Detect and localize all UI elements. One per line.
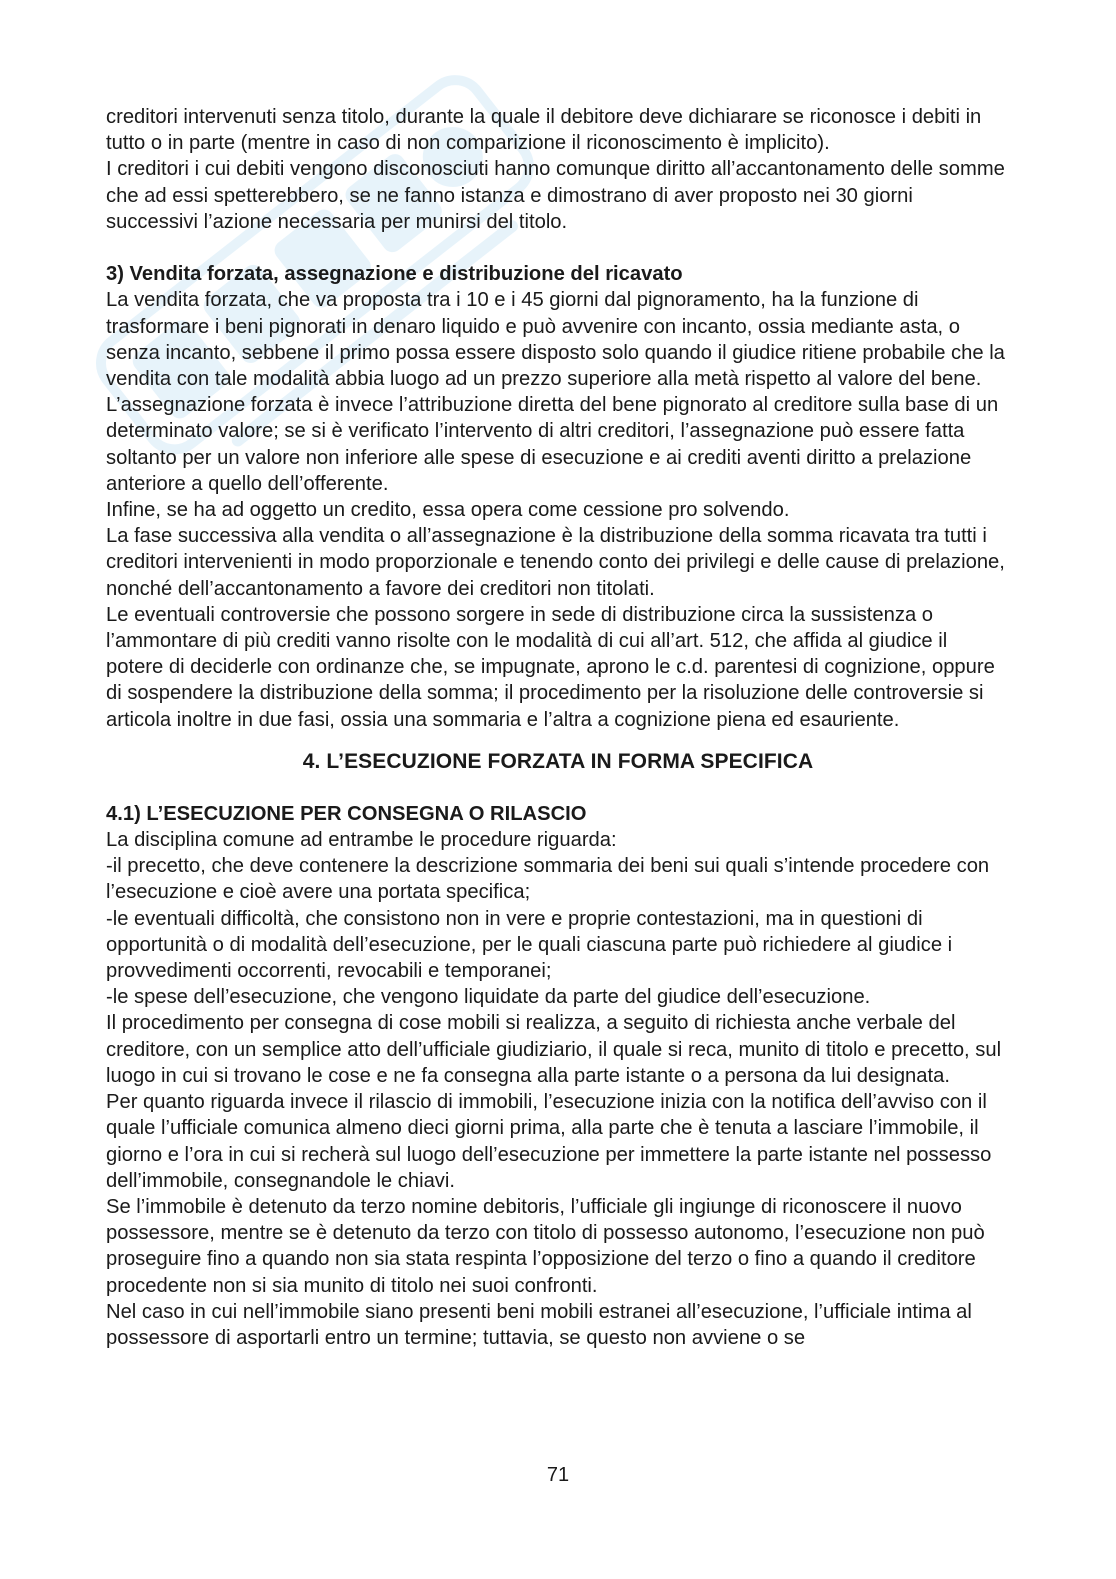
paragraph-distribuzione: La fase successiva alla vendita o all’assegnazione è la distribuzione della somma ricavata tra tutti i creditori intervenienti in modo proporzionale e tenendo conto dei privilegi e delle cause di prelazione, nonché dell’accantonamento a favore dei creditori non titolati. (106, 525, 1005, 600)
paragraph-beni-mobili: Nel caso in cui nell’immobile siano presenti beni mobili estranei all’esecuzione, l’ufficiale intima al possessore di asportarli entro un termine; tuttavia, se questo non avviene o se (106, 1300, 972, 1349)
list-item-difficolta: -le eventuali difficoltà, che consistono non in vere e proprie contestazioni, ma in questioni di opportunità o di modalità dell’esecuzione, per le quali ciascuna parte può richiedere al giudice i provvedimenti occorrenti, revocabili e temporanei; (106, 907, 953, 983)
section-4-1-heading: 4.1) L’ESECUZIONE PER CONSEGNA O RILASCIO (106, 802, 587, 825)
spacer (106, 235, 1010, 261)
paragraph-assegnazione: L’assegnazione forzata è invece l’attribuzione diretta del bene pignorato al creditore sulla base di un determinato valore; se si è verificato l’intervento di altri creditori, l’assegnazione può essere fatta soltanto per un valore non inferiore alle spese di esecuzione e ai crediti aventi diritto a prelazione anteriore a quello dell’offerente. (106, 394, 999, 495)
paragraph-continued: creditori intervenuti senza titolo, durante la quale il debitore deve dichiarare se riconosce i debiti in tutto o in parte (mentre in caso di non comparizione il riconoscimento è implicito). (106, 106, 982, 155)
paragraph-credito: Infine, se ha ad oggetto un credito, essa opera come cessione pro solvendo. (106, 499, 790, 522)
paragraph-disciplina: La disciplina comune ad entrambe le procedure riguarda: (106, 829, 617, 852)
paragraph-creditori: I creditori i cui debiti vengono disconosciuti hanno comunque diritto all’accantonamento delle somme che ad essi spetterebbero, se ne fanno istanza e dimostrano di aver proposto nei 30 giorni successivi l’azione necessaria per munirsi del titolo. (106, 158, 1005, 233)
document-page (106, 104, 1010, 1351)
list-item-spese: -le spese dell’esecuzione, che vengono liquidate da parte del giudice dell’esecuzione. (106, 986, 871, 1009)
paragraph-controversie: Le eventuali controversie che possono sorgere in sede di distribuzione circa la sussistenza o l’ammontare di più crediti vanno risolte con le modalità di cui all’art. 512, che affida al giudice il potere di deciderle con ordinanze che, se impugnate, aprono le c.d. parentesi di cognizione, oppure di sospendere la distribuzione della somma; il procedimento per la risoluzione delle controversie si articola inoltre in due fasi, ossia una sommaria e l’altra a cognizione piena ed esauriente. (106, 603, 995, 731)
chapter-4-title: 4. L’ESECUZIONE FORZATA IN FORMA SPECIFICA (302, 749, 814, 773)
list-item-precetto: -il precetto, che deve contenere la descrizione sommaria dei beni sui quali s’intende procedere con l’esecuzione e cioè avere una portata specifica; (106, 855, 990, 904)
paragraph-vendita: La vendita forzata, che va proposta tra i 10 e i 45 giorni dal pignoramento, ha la funzione di trasformare i beni pignorati in denaro liquido e può avvenire con incanto, ossia mediante asta, o senza incanto, sebbene il primo possa essere disposto solo quando il giudice ritiene probabile che la vendita con tale modalità abbia luogo ad un prezzo superiore alla metà rispetto al valore del bene. (106, 289, 1005, 391)
paragraph-rilascio: Per quanto riguarda invece il rilascio di immobili, l’esecuzione inizia con la notifica dell’avviso con il quale l’ufficiale comunica almeno dieci giorni prima, alla parte che è tenuta a lasciare l’immobile, il giorno e l’ora in cui si recherà sul luogo dell’esecuzione per immettere la parte istante nel possesso dell’immobile, consegnandole le chiavi. (106, 1091, 992, 1192)
section-3-heading: 3) Vendita forzata, assegnazione e distribuzione del ricavato (106, 263, 683, 286)
page-number: 71 (546, 1464, 570, 1486)
paragraph-consegna: Il procedimento per consegna di cose mobili si realizza, a seguito di richiesta anche verbale del creditore, con un semplice atto dell’ufficiale giudiziario, il quale si reca, munito di titolo e precetto, sul luogo in cui si trovano le cose e ne fa consegna alla parte istante o a persona da lui designata. (106, 1012, 1002, 1087)
paragraph-terzo: Se l’immobile è detenuto da terzo nomine debitoris, l’ufficiale gli ingiunge di riconoscere il nuovo possessore, mentre se è detenuto da terzo con titolo di possesso autonomo, l’esecuzione non può proseguire fino a quando non sia stata respinta l’opposizione del terzo o fino a quando il creditore procedente non si sia munito di titolo nei suoi confronti. (106, 1195, 985, 1297)
